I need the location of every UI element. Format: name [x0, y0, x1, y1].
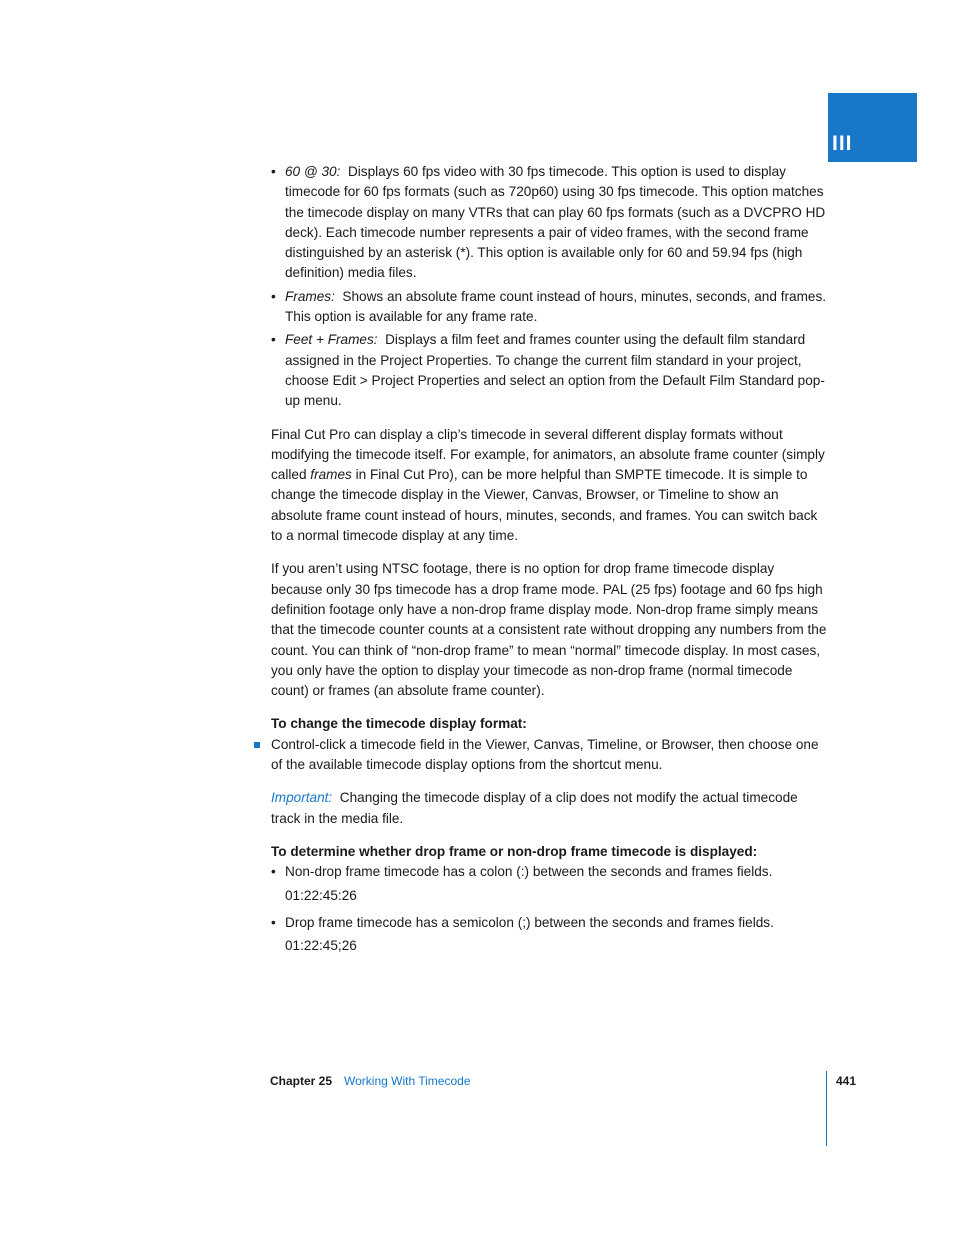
footer-divider	[826, 1071, 827, 1146]
bullet-term: 60 @ 30:	[285, 164, 341, 179]
body-paragraph	[271, 425, 827, 547]
paragraph-text: Final Cut Pro can display a clip’s timecode in several different display formats without modifying the timecode itself. For example, for animators, an absolute frame counter (simply called	[271, 426, 825, 483]
step-text: Control-click a timecode field in the Viewer, Canvas, Timeline, or Browser, then choose one of the available timecode display options from the shortcut menu.	[271, 736, 819, 773]
timecode-example: 01:22:45:26	[285, 887, 357, 903]
paragraph-text: in Final Cut Pro), can be more helpful than SMPTE timecode. It is simple to change the timecode display in the Viewer, Canvas, Browser, or Timeline to show an absolute frame count instead of hours, minutes, seconds, and frames. You can switch back to a normal timecode display at any time.	[271, 467, 818, 544]
part-number: III	[832, 132, 853, 155]
important-note	[271, 788, 827, 829]
list-item	[271, 162, 827, 284]
list-item	[271, 913, 827, 957]
task-step	[271, 735, 827, 776]
body-paragraph: If you aren’t using NTSC footage, there is no option for drop frame timecode display because only 30 fps timecode has a drop frame mode. PAL (25 fps) footage and 60 fps high definition footage only have a non-drop frame display mode. Non-drop frame simply means that the timecode counter counts at a consistent rate without dropping any numbers from the count. You can think of “non-drop frame” to mean “normal” timecode display. In most cases, you only have the option to display your timecode as non-drop frame (normal timecode count) or frames (an absolute frame counter).	[271, 561, 827, 699]
bullet-term: Feet + Frames:	[285, 332, 378, 348]
bullet-text: • Drop frame timecode has a semicolon (;) between the seconds and frames fields.	[285, 914, 774, 930]
chapter-title-link[interactable]: Working With Timecode	[344, 1074, 471, 1088]
bullet-text: • Non-drop frame timecode has a colon (:) between the seconds and frames fields.	[285, 864, 773, 880]
bullet-text: Displays a film feet and frames counter using the default film standard assigned in the Project Properties. To change the current film standard in your project, choose Edit > Project Properties and select an option from the Default Film Standard pop-up menu.	[285, 332, 825, 409]
bullet-term: Frames:	[285, 288, 335, 304]
list-item	[271, 862, 827, 906]
bullet-text: Displays 60 fps video with 30 fps timecode. This option is used to display timecode for 60 fps formats (such as 720p60) using 30 fps timecode. This option matches the timecode display on many VTRs that can play 60 fps formats (such as a DVCPRO HD deck). Each timecode number represents a pair of video frames, with the second frame distinguished by an asterisk (*). This option is available only for 60 and 59.94 fps (high definition) media files.	[285, 164, 826, 281]
page-number: 441	[836, 1074, 857, 1088]
important-text: Changing the timecode display of a clip does not modify the actual timecode track in the media file.	[271, 790, 798, 826]
task-heading: To change the timecode display format:	[271, 716, 527, 732]
list-item	[271, 330, 827, 411]
bullet-text: Shows an absolute frame count instead of hours, minutes, seconds, and frames. This option is available for any frame rate.	[285, 288, 827, 325]
emphasis-text: frames	[310, 467, 352, 483]
timecode-bullet-list	[271, 862, 827, 956]
part-tab	[828, 93, 917, 162]
list-item	[271, 287, 827, 328]
chapter-label: Chapter 25	[270, 1074, 333, 1088]
important-label: Important:	[271, 790, 333, 806]
page-content	[271, 162, 827, 963]
timecode-example: 01:22:45;26	[285, 938, 357, 954]
step-bullet-icon	[254, 742, 260, 748]
task-heading: To determine whether drop frame or non-drop frame timecode is displayed:	[271, 843, 758, 859]
format-bullet-list	[271, 162, 827, 412]
